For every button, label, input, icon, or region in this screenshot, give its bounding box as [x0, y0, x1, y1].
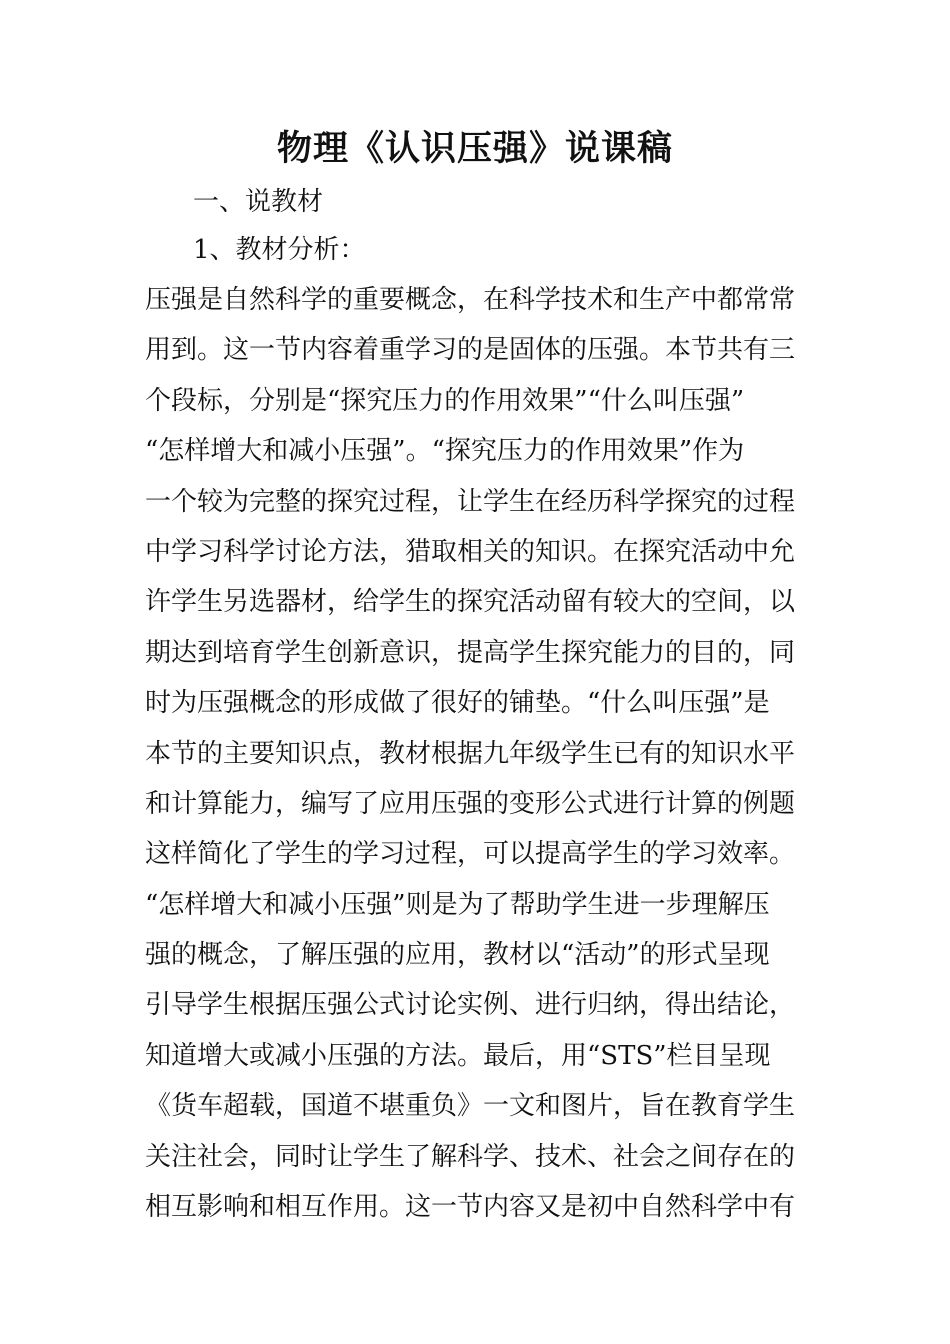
paragraph-line: 和计算能力，编写了应用压强的变形公式进行计算的例题 [145, 788, 796, 819]
paragraph-line: 《货车超载，国道不堪重负》一文和图片，旨在教育学生 [145, 1091, 796, 1122]
subsection-heading: 1、教材分析： [193, 235, 366, 265]
paragraph-line: 许学生另选器材，给学生的探究活动留有较大的空间，以 [145, 587, 796, 618]
paragraph-line: 一个较为完整的探究过程，让学生在经历科学探究的过程 [145, 486, 796, 517]
paragraph-line: 引导学生根据压强公式讨论实例、进行归纳，得出结论， [145, 990, 796, 1021]
paragraph-line: 知道增大或减小压强的方法。最后，用“STS”栏目呈现 [145, 1040, 771, 1071]
body-paragraph [145, 279, 825, 1236]
paragraph-line: 中学习科学讨论方法，猎取相关的知识。在探究活动中允 [145, 536, 796, 567]
paragraph-line: 压强是自然科学的重要概念，在科学技术和生产中都常常 [145, 285, 796, 315]
paragraph-line: 个段标，分别是“探究压力的作用效果”“什么叫压强” [145, 385, 745, 416]
paragraph-line: 关注社会，同时让学生了解科学、技术、社会之间存在的 [145, 1141, 796, 1172]
paragraph-line: 用到。这一节内容着重学习的是固体的压强。本节共有三 [145, 335, 796, 366]
paragraph-line: 本节的主要知识点，教材根据九年级学生已有的知识水平 [145, 738, 796, 769]
paragraph-line: 这样简化了学生的学习过程，可以提高学生的学习效率。 [145, 839, 796, 870]
paragraph-line: 期达到培育学生创新意识，提高学生探究能力的目的，同 [145, 637, 796, 668]
section-heading: 一、说教材 [193, 187, 324, 217]
paragraph-line: 相互影响和相互作用。这一节内容又是初中自然科学中有 [145, 1192, 796, 1223]
paragraph-line: 强的概念，了解压强的应用，教材以“活动”的形式呈现 [145, 940, 770, 971]
document-title: 物理《认识压强》说课稿 [276, 128, 673, 169]
paragraph-line: “怎样增大和减小压强”。“探究压力的作用效果”作为 [145, 436, 745, 467]
paragraph-line: “怎样增大和减小压强”则是为了帮助学生进一步理解压 [145, 889, 770, 920]
paragraph-line: 时为压强概念的形成做了很好的铺垫。“什么叫压强”是 [145, 688, 770, 719]
